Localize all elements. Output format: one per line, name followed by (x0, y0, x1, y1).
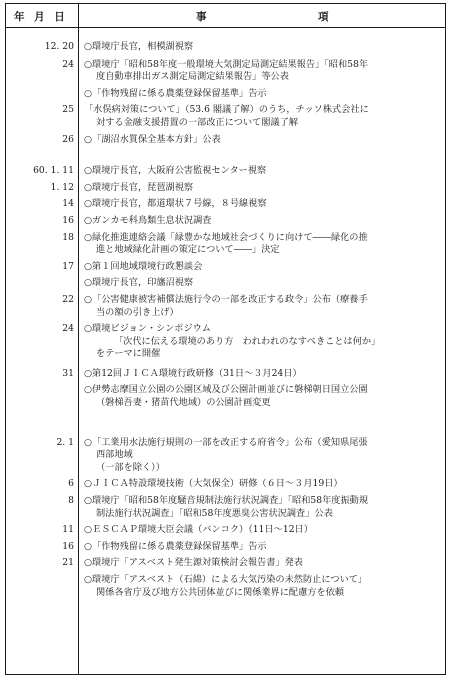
entry-description (84, 179, 445, 195)
entry-date: 12. 20 (44, 41, 74, 52)
chronology-table (5, 3, 446, 675)
table-row (6, 38, 445, 54)
entry-date: 25 (62, 104, 74, 116)
entry-line: 当の額の引き上げ） (96, 306, 179, 318)
entry-line: をテーマに開催 (96, 348, 161, 360)
entry-date: 26 (62, 133, 74, 145)
table-row (6, 320, 445, 361)
entry-line: ○環境庁長官，大阪府公害監視センター視察 (84, 165, 267, 177)
entry-description (84, 521, 445, 537)
entry-description (84, 38, 445, 54)
entry-line: ○環境庁長官，琵琶湖視察 (84, 181, 194, 193)
entry-description (84, 274, 445, 290)
entry-line: ○「工業用水法施行規則の一部を改正する府省令」公布（愛知県尾張 (84, 436, 368, 448)
entry-date: 8 (68, 495, 74, 507)
entry-description (84, 101, 445, 129)
entry-description (84, 291, 445, 319)
header-ji: 事 (196, 11, 207, 23)
table-row (6, 291, 445, 319)
entry-line: ○「作物残留に係る農薬登録保留基準」告示 (84, 87, 267, 99)
entry-description (84, 538, 445, 554)
entry-date: 22 (62, 293, 74, 305)
entry-line: ○ＥＳＣＡＰ環境大臣会議（バンコク）（11日～12日） (84, 524, 313, 536)
entry-line: ○環境庁「昭和58年度騒音規制法施行状況調査」「昭和58年度振動規 (84, 495, 369, 507)
entry-line: 「水俣病対策について」（53.6 閣議了解）のうち，チッソ株式会社に (84, 104, 369, 116)
entry-line: ○環境庁長官，相模湖視察 (84, 41, 194, 52)
entry-date: 24 (62, 323, 74, 335)
entry-line: ○「湖沼水質保全基本方針」公表 (84, 133, 221, 145)
header-date: 年 月 日 (14, 11, 68, 23)
header-kou: 項 (318, 11, 329, 23)
entry-line: ○伊勢志摩国立公園の公園区域及び公園計画並びに磐梯朝日国立公園 (84, 384, 368, 396)
entry-date: 6 (68, 478, 74, 490)
entry-date: 2. 1 (56, 436, 74, 448)
entry-description (84, 229, 445, 257)
entry-date: 17 (62, 260, 74, 272)
entry-line: ○環境庁長官，印旛沼視察 (84, 277, 194, 289)
entry-date: 60. 1. 11 (33, 165, 74, 177)
entry-description (84, 258, 445, 274)
entry-date: 31 (62, 367, 74, 379)
table-header (6, 4, 445, 28)
entry-description (84, 162, 445, 178)
entry-description (84, 131, 445, 147)
entry-line: （磐梯吾妻・猪苗代地域）の公園計画変更 (96, 397, 271, 409)
entry-line: ○緑化推進連絡会議「緑豊かな地域社会づくりに向けて――緑化の推 (84, 231, 368, 243)
entry-line: ○第１回地域環境行政懇談会 (84, 260, 203, 272)
table-row (6, 212, 445, 228)
entry-date: 16 (62, 214, 74, 226)
entry-description (84, 492, 445, 520)
entry-line: ○ＪＩＣＡ特設環境技術（大気保全）研修（６日～３月19日） (84, 478, 343, 490)
entry-line: 対する金融支援措置の一部改正について閣議了解 (96, 116, 298, 128)
table-row (6, 381, 445, 409)
table-row (6, 434, 445, 475)
entry-description (84, 571, 445, 599)
entry-date: 21 (62, 557, 74, 569)
entry-line: ○第12回ＪＩＣＡ環境行政研修（31日～３月24日） (84, 367, 302, 379)
entry-description (84, 212, 445, 228)
table-row (6, 521, 445, 537)
table-row (6, 274, 445, 290)
entry-description (84, 365, 445, 381)
entry-description (84, 475, 445, 491)
table-row (6, 56, 445, 84)
entry-date: 24 (62, 58, 74, 70)
table-row (6, 492, 445, 520)
entry-date: 1. 12 (50, 181, 74, 193)
entry-line: ○環境庁「アスベスト発生源対策検討会報告書」発表 (84, 557, 303, 569)
entry-date: 16 (62, 540, 74, 552)
entry-date: 11 (62, 524, 74, 536)
table-row (6, 554, 445, 570)
table-row (6, 131, 445, 147)
entry-line: ○環境庁「アスベスト（石綿）による大気汚染の未然防止について」 (84, 574, 368, 585)
entry-line: 進と地域緑化計画の策定について――」決定 (96, 244, 280, 256)
entry-description (84, 56, 445, 84)
entry-line: 関係各省庁及び地方公共団体並びに関係業界に配慮方を依頼 (96, 586, 345, 598)
table-row (6, 179, 445, 195)
entry-line: 「次代に伝える環境のあり方 われわれのなすべきことは何か」 (114, 335, 381, 347)
table-row (6, 365, 445, 381)
entry-line: ○「作物残留に係る農薬登録保留基準」告示 (84, 540, 267, 552)
entry-line: 西部地域 (96, 449, 133, 461)
entry-description (84, 195, 445, 211)
entry-line: ○環境庁長官，都道環状７号線，８号線視察 (84, 198, 267, 210)
table-row (6, 195, 445, 211)
table-row (6, 538, 445, 554)
entry-line: （一部を除く）） (96, 461, 165, 473)
table-row (6, 162, 445, 178)
table-row (6, 571, 445, 599)
entry-line: 制法施行状況調査」「昭和58年度悪臭公害状況調査」公表 (96, 507, 333, 519)
table-row (6, 258, 445, 274)
table-row (6, 475, 445, 491)
entry-description (84, 320, 445, 361)
entry-description (84, 381, 445, 409)
entry-line: ○環境ビジョン・シンポジウム (84, 323, 211, 335)
entry-line: 度自動車排出ガス測定局測定結果報告」等公表 (96, 71, 289, 83)
entry-line: ○ガンカモ科鳥類生息状況調査 (84, 214, 212, 226)
entry-date: 18 (62, 231, 74, 243)
table-row (6, 229, 445, 257)
entry-date: 14 (62, 198, 74, 210)
entry-description (84, 554, 445, 570)
entry-description (84, 434, 445, 475)
entry-description (84, 85, 445, 101)
table-row (6, 101, 445, 129)
entry-line: ○「公害健康被害補償法施行令の一部を改正する政令」公布（療養手 (84, 293, 368, 305)
table-body (6, 28, 445, 599)
table-row (6, 85, 445, 101)
entry-line: ○環境庁「昭和58年度一般環境大気測定局測定結果報告」「昭和58年 (84, 58, 369, 70)
